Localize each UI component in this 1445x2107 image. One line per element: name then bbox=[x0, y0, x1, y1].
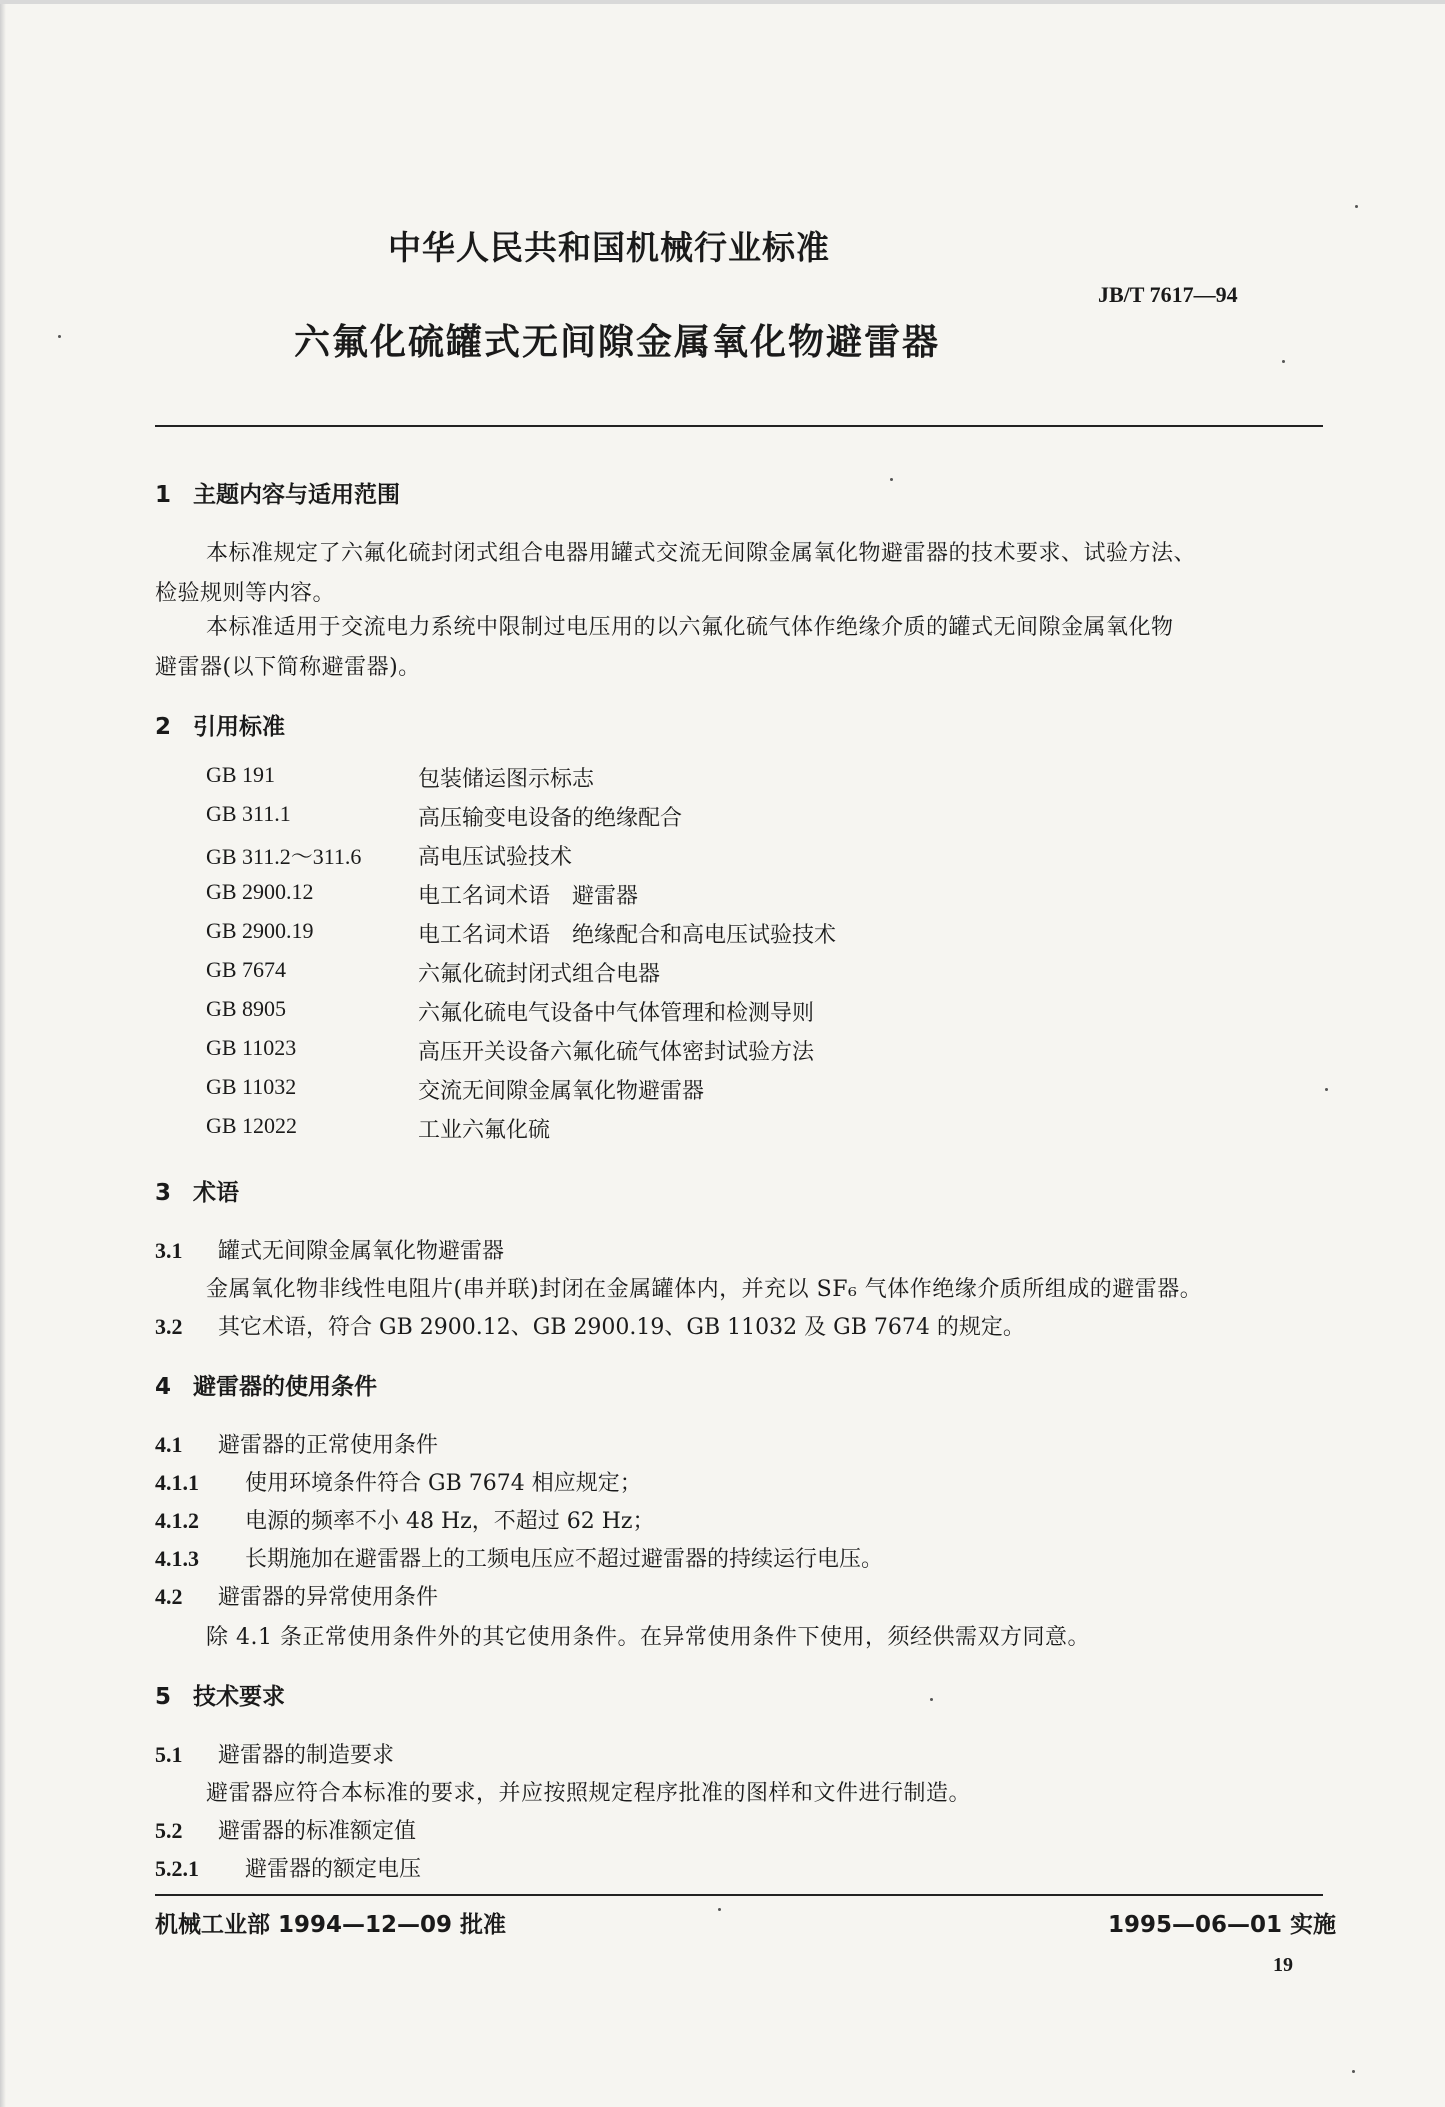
clause-number: 4.2 bbox=[155, 1584, 183, 1609]
clause-number: 5.2.1 bbox=[155, 1856, 199, 1881]
clause-text: 金属氧化物非线性电阻片(串并联)封闭在金属罐体内，并充以 SF₆ 气体作绝缘介质所组成的避雷器。 bbox=[206, 1277, 1203, 1302]
header-divider bbox=[155, 425, 1323, 427]
ref-name: 六氟化硫封闭式组合电器 bbox=[418, 962, 661, 987]
scan-edge-top bbox=[0, 0, 1445, 4]
scan-speck bbox=[1352, 2070, 1355, 2073]
paragraph-line: 检验规则等内容。 bbox=[155, 581, 336, 606]
clause-text: 长期施加在避雷器上的工频电压应不超过避雷器的持续运行电压。 bbox=[245, 1547, 884, 1572]
clause-3-1 bbox=[155, 1234, 504, 1265]
reference-row bbox=[206, 840, 836, 879]
section-4-heading bbox=[155, 1368, 377, 1401]
reference-row bbox=[206, 996, 836, 1035]
scan-speck bbox=[1325, 1088, 1328, 1091]
ref-code: GB 11032 bbox=[206, 1074, 297, 1099]
ref-code: GB 7674 bbox=[206, 957, 287, 982]
section-title: 避雷器的使用条件 bbox=[193, 1374, 377, 1400]
paragraph-line: 本标准规定了六氟化硫封闭式组合电器用罐式交流无间隙金属氧化物避雷器的技术要求、试验方法、 bbox=[206, 541, 1197, 566]
clause-4-1-3 bbox=[155, 1542, 883, 1573]
ref-code: GB 12022 bbox=[206, 1113, 298, 1138]
reference-row bbox=[206, 1113, 836, 1152]
ref-name: 工业六氟化硫 bbox=[418, 1118, 551, 1143]
reference-row bbox=[206, 1074, 836, 1113]
paragraph-line: 本标准适用于交流电力系统中限制过电压用的以六氟化硫气体作绝缘介质的罐式无间隙金属氧化物 bbox=[206, 615, 1174, 640]
reference-list bbox=[206, 762, 836, 1152]
scan-speck bbox=[890, 478, 893, 481]
scan-speck bbox=[718, 1908, 721, 1911]
clause-4-1 bbox=[155, 1428, 438, 1459]
ref-name: 交流无间隙金属氧化物避雷器 bbox=[418, 1079, 705, 1104]
ref-name: 高压输变电设备的绝缘配合 bbox=[418, 806, 683, 831]
clause-5-2 bbox=[155, 1814, 416, 1845]
section-number: 5 bbox=[155, 1684, 172, 1710]
reference-row bbox=[206, 801, 836, 840]
approval-line: 机械工业部 1994—12—09 批准 bbox=[155, 1912, 507, 1938]
scan-speck bbox=[930, 1698, 933, 1701]
reference-row bbox=[206, 918, 836, 957]
ref-name: 电工名词术语 避雷器 bbox=[418, 884, 639, 909]
page-number: 19 bbox=[1273, 1954, 1293, 1976]
ref-name: 电工名词术语 绝缘配合和高电压试验技术 bbox=[418, 923, 837, 948]
reference-row bbox=[206, 762, 836, 801]
ref-name: 包装储运图示标志 bbox=[418, 767, 595, 792]
ref-code: GB 2900.19 bbox=[206, 918, 314, 943]
ref-code: GB 191 bbox=[206, 762, 276, 787]
clause-5-1 bbox=[155, 1738, 394, 1769]
section-number: 4 bbox=[155, 1374, 172, 1400]
section-title: 技术要求 bbox=[193, 1684, 285, 1710]
section-title: 术语 bbox=[193, 1180, 239, 1206]
clause-number: 4.1.3 bbox=[155, 1546, 199, 1571]
effective-date: 1995—06—01 实施 bbox=[1108, 1912, 1337, 1938]
ref-code: GB 2900.12 bbox=[206, 879, 314, 904]
section-number: 1 bbox=[155, 482, 172, 508]
clause-4-1-2 bbox=[155, 1504, 655, 1535]
clause-title: 避雷器的额定电压 bbox=[245, 1857, 422, 1882]
paragraph-line: 避雷器(以下简称避雷器)。 bbox=[155, 655, 421, 680]
clause-title: 避雷器的制造要求 bbox=[218, 1743, 395, 1768]
clause-number: 4.1.1 bbox=[155, 1470, 199, 1495]
scan-speck bbox=[1355, 205, 1358, 208]
clause-number: 4.1.2 bbox=[155, 1508, 199, 1533]
clause-number: 3.1 bbox=[155, 1238, 183, 1263]
doc-code: JB/T 7617—94 bbox=[1098, 282, 1238, 307]
section-2-heading bbox=[155, 708, 285, 741]
ref-code: GB 11023 bbox=[206, 1035, 297, 1060]
ref-code: GB 311.1 bbox=[206, 801, 291, 826]
clause-4-2 bbox=[155, 1580, 438, 1611]
ref-name: 高电压试验技术 bbox=[418, 845, 573, 870]
ref-code: GB 311.2～311.6 bbox=[206, 844, 362, 869]
clause-title: 避雷器的标准额定值 bbox=[218, 1819, 417, 1844]
ref-name: 六氟化硫电气设备中气体管理和检测导则 bbox=[418, 1001, 815, 1026]
section-number: 2 bbox=[155, 714, 172, 740]
clause-number: 4.1 bbox=[155, 1432, 183, 1457]
doc-title: 六氟化硫罐式无间隙金属氧化物避雷器 bbox=[294, 322, 941, 363]
clause-text: 其它术语，符合 GB 2900.12、GB 2900.19、GB 11032 及 GB 7674 的规定。 bbox=[218, 1315, 1025, 1340]
clause-title: 罐式无间隙金属氧化物避雷器 bbox=[218, 1239, 505, 1264]
section-5-heading bbox=[155, 1678, 285, 1711]
clause-title: 避雷器的正常使用条件 bbox=[218, 1433, 439, 1458]
scan-edge bbox=[0, 0, 6, 2107]
scan-speck bbox=[58, 335, 61, 338]
section-number: 3 bbox=[155, 1180, 172, 1206]
clause-number: 5.1 bbox=[155, 1742, 183, 1767]
ref-code: GB 8905 bbox=[206, 996, 287, 1021]
clause-5-2-1 bbox=[155, 1852, 421, 1883]
clause-4-1-1 bbox=[155, 1466, 642, 1497]
clause-text: 电源的频率不小 48 Hz，不超过 62 Hz； bbox=[245, 1509, 655, 1534]
section-1-heading bbox=[155, 476, 400, 509]
clause-number: 5.2 bbox=[155, 1818, 183, 1843]
section-3-heading bbox=[155, 1174, 239, 1207]
reference-row bbox=[206, 1035, 836, 1074]
footer-divider bbox=[155, 1894, 1323, 1896]
clause-title: 避雷器的异常使用条件 bbox=[218, 1585, 439, 1610]
scan-speck bbox=[1282, 360, 1285, 363]
section-title: 引用标准 bbox=[193, 714, 285, 740]
clause-text: 避雷器应符合本标准的要求，并应按照规定程序批准的图样和文件进行制造。 bbox=[206, 1781, 972, 1806]
clause-text: 除 4.1 条正常使用条件外的其它使用条件。在异常使用条件下使用，须经供需双方同意。 bbox=[206, 1625, 1090, 1650]
ref-name: 高压开关设备六氟化硫气体密封试验方法 bbox=[418, 1040, 815, 1065]
clause-number: 3.2 bbox=[155, 1314, 183, 1339]
clause-text: 使用环境条件符合 GB 7674 相应规定； bbox=[245, 1471, 642, 1496]
reference-row bbox=[206, 879, 836, 918]
org-title: 中华人民共和国机械行业标准 bbox=[388, 228, 830, 267]
clause-3-2 bbox=[155, 1310, 1025, 1341]
reference-row bbox=[206, 957, 836, 996]
section-title: 主题内容与适用范围 bbox=[193, 482, 400, 508]
